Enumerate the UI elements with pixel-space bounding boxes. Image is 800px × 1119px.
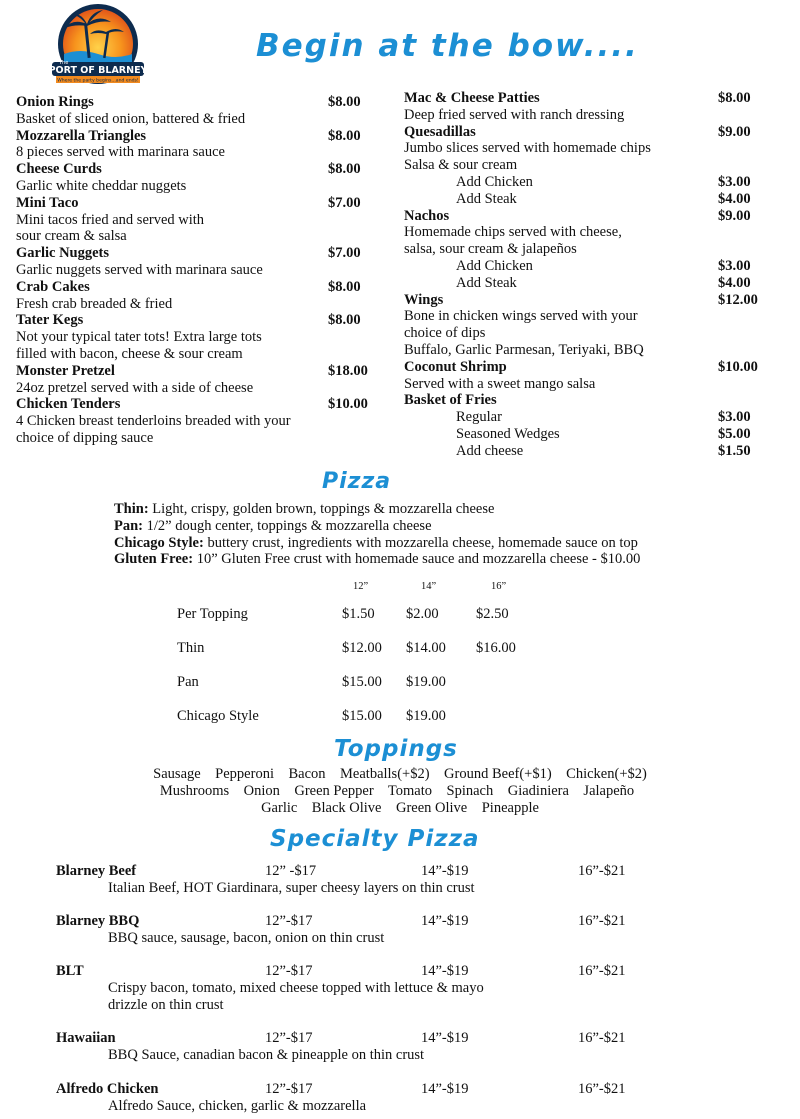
menu-item-header: [16, 312, 376, 329]
menu-item-header: [16, 195, 376, 212]
pizza-price: $2.50: [476, 606, 509, 622]
menu-item-name: Onion Rings: [16, 94, 94, 110]
specialty-description: Italian Beef, HOT Giardinara, super cheesy layers on thin crust: [108, 880, 475, 896]
pizza-price: $12.00: [342, 640, 382, 656]
pizza-price: $2.00: [406, 606, 439, 622]
addon-price: $3.00: [718, 257, 751, 274]
specialty-name: Blarney Beef: [56, 863, 137, 879]
pizza-row-label: Thin: [177, 640, 205, 656]
menu-item-name: Wings: [404, 291, 444, 308]
pizza-style-name: Pan:: [114, 517, 143, 534]
menu-item-header: [16, 279, 376, 296]
menu-item-addon: [404, 191, 764, 208]
pizza-style: [114, 518, 640, 535]
menu-item-price: $9.00: [718, 207, 751, 224]
logo-prefix: The: [59, 60, 69, 66]
menu-item-price: $18.00: [328, 362, 368, 379]
pizza-style-desc: 10” Gluten Free crust with homemade sauce and mozzarella cheese - $10.00: [193, 551, 641, 568]
specialty-price-14: 14”-$19: [421, 863, 469, 879]
menu-item: [16, 396, 376, 446]
menu-item-description: filled with bacon, cheese & sour cream: [16, 345, 243, 362]
menu-item-header: [16, 94, 376, 111]
addon-price: $3.00: [718, 173, 751, 190]
toppings-line: Mushrooms Onion Green Pepper Tomato Spinach Giadiniera Jalapeño: [159, 782, 635, 799]
menu-item-description: Homemade chips served with cheese,: [404, 224, 622, 241]
menu-item-name: Garlic Nuggets: [16, 245, 110, 262]
pizza-styles: [114, 501, 640, 568]
menu-item-name: Monster Pretzel: [16, 362, 115, 379]
menu-item-description: Buffalo, Garlic Parmesan, Teriyaki, BBQ: [404, 341, 644, 358]
pizza-style-desc: 1/2” dough center, toppings & mozzarella cheese: [143, 517, 432, 534]
specialty-price-16: 16”-$21: [578, 913, 626, 929]
specialty-price-14: 14”-$19: [421, 1030, 469, 1046]
pizza-heading: Pizza: [322, 469, 392, 494]
menu-item-price: $10.00: [718, 358, 758, 375]
specialty-price-12: 12”-$17: [265, 1081, 313, 1097]
toppings-line: Sausage Pepperoni Bacon Meatballs(+$2) Ground Beef(+$1) Chicken(+$2): [153, 766, 647, 782]
menu-item-header: [16, 363, 376, 380]
addon-label: Add Steak: [456, 274, 517, 291]
specialty-price-14: 14”-$19: [421, 963, 469, 979]
menu-item-name: Tater Kegs: [16, 312, 84, 329]
menu-item-description: Mini tacos fried and served with: [16, 211, 205, 228]
addon-label: Add Chicken: [456, 173, 533, 190]
menu-item-description: Salsa & sour cream: [404, 157, 518, 174]
menu-item-price: $8.00: [328, 94, 361, 110]
menu-item-addon: [404, 409, 764, 426]
specialty-description: BBQ Sauce, canadian bacon & pineapple on thin crust: [108, 1047, 425, 1063]
pizza-price: $15.00: [342, 674, 382, 690]
pizza-style-name: Chicago Style:: [114, 534, 204, 551]
logo-graphic: [50, 2, 146, 94]
specialty-price-14: 14”-$19: [421, 1081, 469, 1097]
menu-item-name: Mozzarella Triangles: [16, 127, 147, 144]
pizza-style: [114, 501, 640, 518]
specialty-name: Alfredo Chicken: [56, 1081, 159, 1097]
specialty-price-16: 16”-$21: [578, 1030, 626, 1046]
menu-item-description: Fresh crab breaded & fried: [16, 295, 173, 312]
menu-item: [16, 279, 376, 313]
menu-item: [16, 128, 376, 162]
pizza-style-desc: buttery crust, ingredients with mozzarella cheese, homemade sauce on top: [203, 534, 638, 551]
pizza-price: $19.00: [406, 708, 446, 724]
specialty-price-16: 16”-$21: [578, 963, 626, 979]
menu-item: [404, 90, 764, 124]
addon-label: Add cheese: [456, 442, 524, 459]
menu-item-description: Garlic nuggets served with marinara sauce: [16, 261, 263, 278]
menu-item: [16, 161, 376, 195]
menu-item-price: $8.00: [718, 90, 751, 106]
menu-item-name: Cheese Curds: [16, 161, 102, 178]
menu-item-description: choice of dips: [404, 325, 486, 342]
menu-item-addon: [404, 426, 764, 443]
menu-item-price: $10.00: [328, 396, 368, 413]
menu-item: [404, 359, 764, 393]
addon-label: Add Steak: [456, 190, 517, 207]
addon-price: $4.00: [718, 274, 751, 291]
specialty-name: Hawaiian: [56, 1030, 116, 1046]
pizza-row-label: Per Topping: [177, 606, 248, 622]
addon-price: $4.00: [718, 190, 751, 207]
menu-item-description: Jumbo slices served with homemade chips: [404, 140, 651, 157]
pizza-price: $19.00: [406, 674, 446, 690]
menu-item-name: Mini Taco: [16, 194, 79, 211]
menu-item-description: Bone in chicken wings served with your: [404, 308, 638, 325]
addon-label: Add Chicken: [456, 257, 533, 274]
menu-item-header: [404, 392, 764, 409]
menu-item-price: $12.00: [718, 291, 758, 308]
menu-item-header: [16, 245, 376, 262]
specialty-price-14: 14”-$19: [421, 913, 469, 929]
logo-tagline: Where the party begins...and ends!: [57, 78, 139, 84]
specialty-price-16: 16”-$21: [578, 863, 626, 879]
pizza-row-label: Chicago Style: [177, 708, 259, 724]
menu-item-description: 4 Chicken breast tenderloins breaded with your: [16, 413, 291, 430]
pizza-price: $15.00: [342, 708, 382, 724]
menu-item: [16, 312, 376, 362]
toppings-heading: Toppings: [334, 736, 458, 762]
size-header: 14”: [421, 581, 437, 592]
appetizers-left-column: [16, 94, 376, 447]
menu-item-name: Coconut Shrimp: [404, 358, 507, 375]
specialty-description: Alfredo Sauce, chicken, garlic & mozzarella: [108, 1098, 367, 1114]
pizza-price: $16.00: [476, 640, 516, 656]
menu-item: [16, 363, 376, 397]
specialty-price-12: 12” -$17: [265, 863, 317, 879]
menu-item-addon: [404, 174, 764, 191]
menu-item-price: $8.00: [328, 312, 361, 329]
specialty-price-12: 12”-$17: [265, 963, 313, 979]
menu-item-addon: [404, 258, 764, 275]
pizza-style-name: Thin:: [114, 501, 149, 517]
pizza-style: [114, 535, 640, 552]
menu-item-header: [404, 124, 764, 141]
menu-item-price: $8.00: [328, 127, 361, 144]
menu-item-price: $7.00: [328, 194, 361, 211]
specialty-heading: Specialty Pizza: [270, 826, 480, 852]
logo-brand: PORT OF BLARNEY: [50, 65, 146, 76]
menu-item-price: [718, 392, 764, 409]
menu-item-name: Nachos: [404, 207, 450, 224]
menu-item-addon: [404, 443, 764, 460]
pizza-style-name: Gluten Free:: [114, 551, 194, 568]
menu-item-addon: [404, 275, 764, 292]
menu-item-description: 24oz pretzel served with a side of cheese: [16, 379, 254, 396]
toppings-line: Garlic Black Olive Green Olive Pineapple: [261, 799, 539, 816]
specialty-name: BLT: [56, 963, 84, 979]
menu-item-name: Chicken Tenders: [16, 396, 121, 413]
page-title: Begin at the bow....: [256, 28, 639, 64]
menu-item-description: Served with a sweet mango salsa: [404, 375, 596, 392]
menu-item: [404, 292, 764, 359]
menu-item-description: choice of dipping sauce: [16, 429, 154, 446]
pizza-style-desc: Light, crispy, golden brown, toppings & mozzarella cheese: [148, 501, 495, 517]
menu-item-header: [404, 359, 764, 376]
menu-item-header: [16, 128, 376, 145]
toppings-list: [0, 766, 800, 816]
menu-item-header: [404, 90, 764, 107]
pizza-price: $14.00: [406, 640, 446, 656]
addon-price: $5.00: [718, 425, 751, 442]
menu-item: [404, 392, 764, 459]
menu-item-price: $8.00: [328, 161, 361, 178]
specialty-price-12: 12”-$17: [265, 913, 313, 929]
menu-item-name: Crab Cakes: [16, 278, 90, 295]
specialty-description: drizzle on thin crust: [108, 997, 224, 1013]
menu-item-name: Mac & Cheese Patties: [404, 90, 540, 106]
menu-item: [404, 124, 764, 208]
addon-price: $3.00: [718, 409, 751, 426]
menu-item-header: [404, 208, 764, 225]
menu-item: [16, 94, 376, 128]
menu-item-description: Not your typical tater tots! Extra large tots: [16, 329, 262, 346]
menu-item-description: Basket of sliced onion, battered & fried: [16, 110, 246, 127]
menu-item-description: salsa, sour cream & jalapeños: [404, 241, 577, 258]
menu-item-price: $8.00: [328, 278, 361, 295]
pizza-price: $1.50: [342, 606, 375, 622]
specialty-price-12: 12”-$17: [265, 1030, 313, 1046]
pizza-row-label: Pan: [177, 674, 199, 690]
appetizers-right-column: [404, 90, 764, 460]
menu-item-header: [16, 396, 376, 413]
menu-item-name: Basket of Fries: [404, 392, 497, 409]
size-header: 16”: [491, 581, 507, 592]
addon-label: Regular: [456, 409, 502, 426]
addon-price: $1.50: [718, 442, 751, 459]
menu-item-description: 8 pieces served with marinara sauce: [16, 144, 225, 161]
menu-item-description: Deep fried served with ranch dressing: [404, 106, 625, 123]
specialty-name: Blarney BBQ: [56, 913, 140, 929]
logo: [50, 2, 146, 94]
menu-item-header: [404, 292, 764, 309]
menu-item-description: sour cream & salsa: [16, 228, 127, 245]
specialty-description: Crispy bacon, tomato, mixed cheese topped with lettuce & mayo: [108, 980, 484, 996]
menu-item-description: Garlic white cheddar nuggets: [16, 177, 187, 194]
addon-label: Seasoned Wedges: [456, 425, 560, 442]
specialty-price-16: 16”-$21: [578, 1081, 626, 1097]
pizza-style: [114, 551, 640, 568]
menu-item-price: $9.00: [718, 123, 751, 140]
menu-item: [16, 245, 376, 279]
menu-item-name: Quesadillas: [404, 123, 476, 140]
specialty-description: BBQ sauce, sausage, bacon, onion on thin crust: [108, 930, 385, 946]
menu-item: [404, 208, 764, 292]
menu-item: [16, 195, 376, 245]
menu-item-price: $7.00: [328, 245, 361, 262]
menu-item-header: [16, 161, 376, 178]
size-header: 12”: [353, 581, 369, 592]
